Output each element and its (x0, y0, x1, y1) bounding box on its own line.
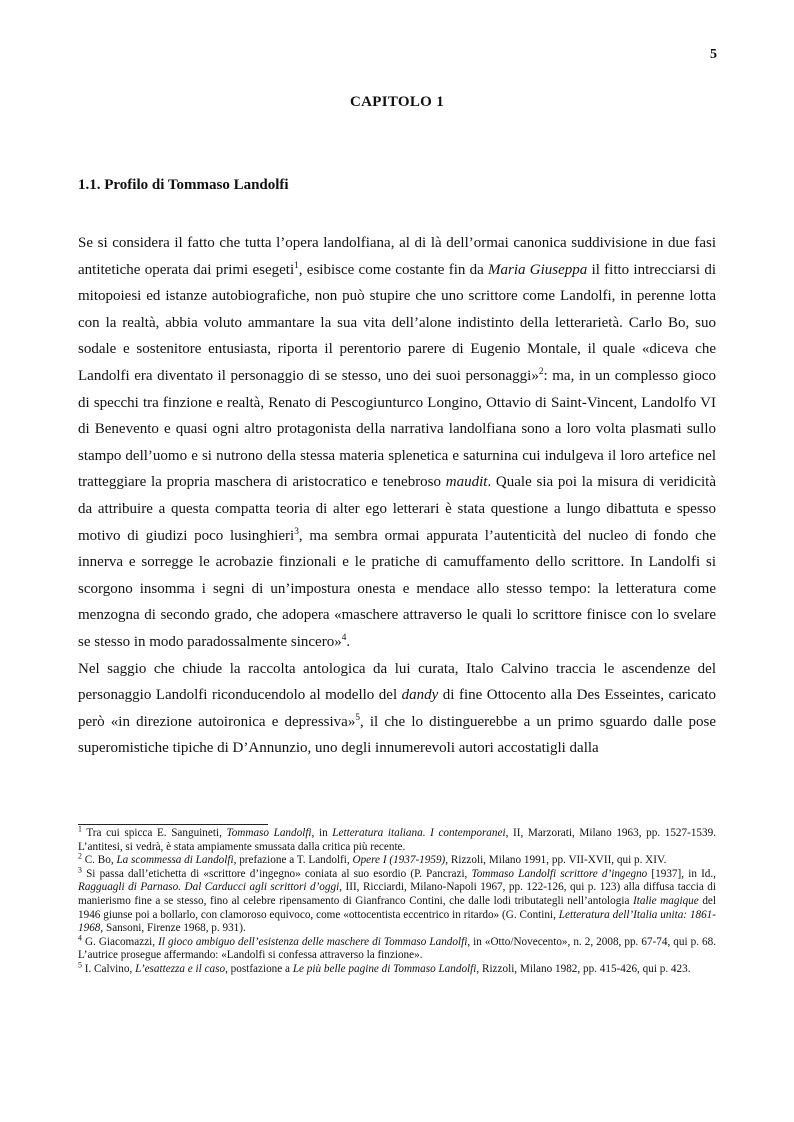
footnote-ref-4[interactable]: 4 (341, 632, 347, 643)
footnote-number: 1 (78, 824, 82, 834)
text-run: , postfazione a (225, 962, 293, 975)
text-run: G. Giacomazzi, (81, 935, 159, 948)
page-number: 5 (710, 47, 717, 62)
text-run: , Rizzoli, Milano 1982, pp. 415-426, qui p. 423. (476, 962, 691, 975)
text-run: del 1946 giunse poi a bollarlo, con clamoroso equivoco, come «ottocentista eccentrico in ritardo» (G. Contini, (78, 894, 717, 921)
text-run: Nel saggio che chiude la raccolta antologica da lui curata, Italo Calvino traccia le ascendenze del personaggio Landolfi riconducendolo al modello del (78, 660, 716, 704)
text-run: I. Calvino, (81, 962, 136, 975)
footnote-ref-2[interactable]: 2 (538, 366, 544, 377)
footnote-ref-3[interactable]: 3 (294, 526, 299, 537)
body-paragraph-1 (78, 230, 716, 656)
text-run: , III, Ricciardi, Milano-Napoli 1967, pp. 122-126, qui p. 123) alla diffusa taccia di manierismo fine a se stesso, fino al celebre ripensamento di Gianfranco Contini, che dalle lodi tributategli nell’antologia (78, 881, 716, 907)
footnote-5 (78, 960, 716, 977)
section-heading: 1.1. Profilo di Tommaso Landolfi (78, 177, 289, 193)
text-run: il fitto intrecciarsi di mitopoiesi ed istanze autobiografiche, non può stupire che uno scrittore come Landolfi, in perenne lotta con la realtà, abbia voluto ammantare la sua vita dell’alone indistinto della letterarietà. Carlo Bo, suo sodale e sostenitore entusiasta, riporta il perentorio parere di Eugenio Montale, il quale «diceva che Landolfi era diventato il personaggio di se stesso, uno dei suoi personaggi» (78, 261, 716, 384)
text-run: , in (311, 827, 333, 839)
italic-term: dandy (401, 687, 439, 704)
text-run: , il che lo distinguerebbe a un primo sguardo dalle pose superomistiche tipiche di D’Annunzio, uno degli innumerevoli autori accostatigli dalla (78, 713, 717, 757)
text-run: , esibisce come costante fin da (298, 261, 489, 278)
text-run: di fine Ottocento alla Des Esseintes, caricato però «in direzione autoironica e depressiva» (78, 687, 716, 730)
text-run: . Quale sia poi la misura di veridicità da attribuire a questa compatta teoria di alter ego letterari è stata questione a lungo dibattuta e spesso motivo di giudizi poco lusinghieri (78, 474, 716, 544)
body-text (78, 230, 716, 762)
italic-title: Le più belle pagine di Tommaso Landolfi (292, 962, 477, 975)
text-run: [1937], in Id., (647, 867, 716, 880)
text-run: . (346, 633, 351, 650)
text-run: , Sansoni, Firenze 1968, p. 931). (100, 922, 246, 935)
footnote-divider (78, 824, 268, 825)
italic-title: La scommessa di Landolfi (116, 854, 234, 867)
footnote-4 (78, 933, 716, 963)
italic-title: Letteratura italiana. I contemporanei (332, 827, 506, 839)
text-run: , in «Otto/Novecento», n. 2, 2008, pp. 67-74, qui p. 68. L’autrice prosegue affermando: «Landolfi si confessa attraverso la finzione». (78, 935, 716, 962)
footnote-number: 3 (78, 865, 82, 875)
text-run: C. Bo, (81, 854, 117, 867)
footnote-ref-1[interactable]: 1 (294, 260, 299, 271)
italic-title: Maria Giuseppa (488, 261, 588, 278)
italic-title: Italie magique (633, 894, 699, 907)
footnote-1 (78, 824, 717, 854)
footnote-3 (78, 865, 717, 936)
footnote-number: 4 (78, 933, 82, 943)
text-run: Si passa dall’etichetta di «scrittore d’ingegno» coniata al suo esordio (P. Pancrazi, (81, 867, 472, 880)
footnote-2 (78, 851, 716, 868)
italic-title: L’esattezza e il caso (135, 962, 226, 975)
footnote-ref-5[interactable]: 5 (355, 712, 360, 723)
italic-title: Tommaso Landolfi scrittore d’ingegno (471, 867, 648, 880)
italic-term: maudit (445, 474, 488, 491)
footnote-number: 2 (78, 851, 82, 861)
text-run: , ma sembra ormai appurata l’autenticità del nucleo di fondo che innerva e sorregge le acrobazie finzionali e le pratiche di camuffamento dello scrittore. In Landolfi si scorgono insomma i segni di un’impostura onesta e mendace allo stesso tempo: la letteratura come menzogna di secondo grado, che adopera «maschere attraverso le quali lo scrittore finisce con lo svelare se stesso in modo paradossalmente sincero» (78, 527, 717, 650)
footnotes (78, 824, 717, 977)
italic-title: Ragguagli di Parnaso. Dal Carducci agli scrittori d’oggi (78, 881, 340, 894)
text-run: Se si considera il fatto che tutta l’opera landolfiana, al di là dell’ormai canonica suddivisione in due fasi antitetiche operata dai primi esegeti (78, 235, 716, 278)
text-run: Tra cui spicca E. Sanguineti, (81, 827, 227, 839)
text-run: : ma, in un complesso gioco di specchi tra finzione e realtà, Renato di Pescogiunturco Longino, Ottavio di Saint-Vincent, Landolfo VI di Benevento e quasi ogni altro protagonista della narrativa landolfiana sono a loro volta plasmati sullo stampo dell’uomo e si nutrono della stessa materia splenetica e saturnina cui indulgeva il loro artefice nel tratteggiare la propria maschera di aristocratico e tenebroso (78, 367, 716, 491)
chapter-title: CAPITOLO 1 (350, 94, 444, 110)
text-run: , II, Marzorati, Milano 1963, pp. 1527-1539. L’antitesi, si vedrà, è stata ampiamente smussata dalla critica più recente. (78, 827, 717, 853)
text-run: , prefazione a T. Landolfi, (233, 854, 353, 867)
text-run: , Rizzoli, Milano 1991, pp. VII-XVII, qui p. XIV. (445, 854, 667, 867)
footnote-number: 5 (78, 960, 82, 970)
italic-title: Il gioco ambiguo dell’esistenza delle maschere di Tommaso Landolfi (158, 935, 468, 948)
body-paragraph-2 (78, 656, 716, 762)
italic-title: Letteratura dell’Italia unita: 1861-1968 (78, 908, 716, 935)
italic-title: Opere I (1937-1959) (352, 854, 446, 867)
italic-title: Tommaso Landolfi (226, 827, 312, 839)
